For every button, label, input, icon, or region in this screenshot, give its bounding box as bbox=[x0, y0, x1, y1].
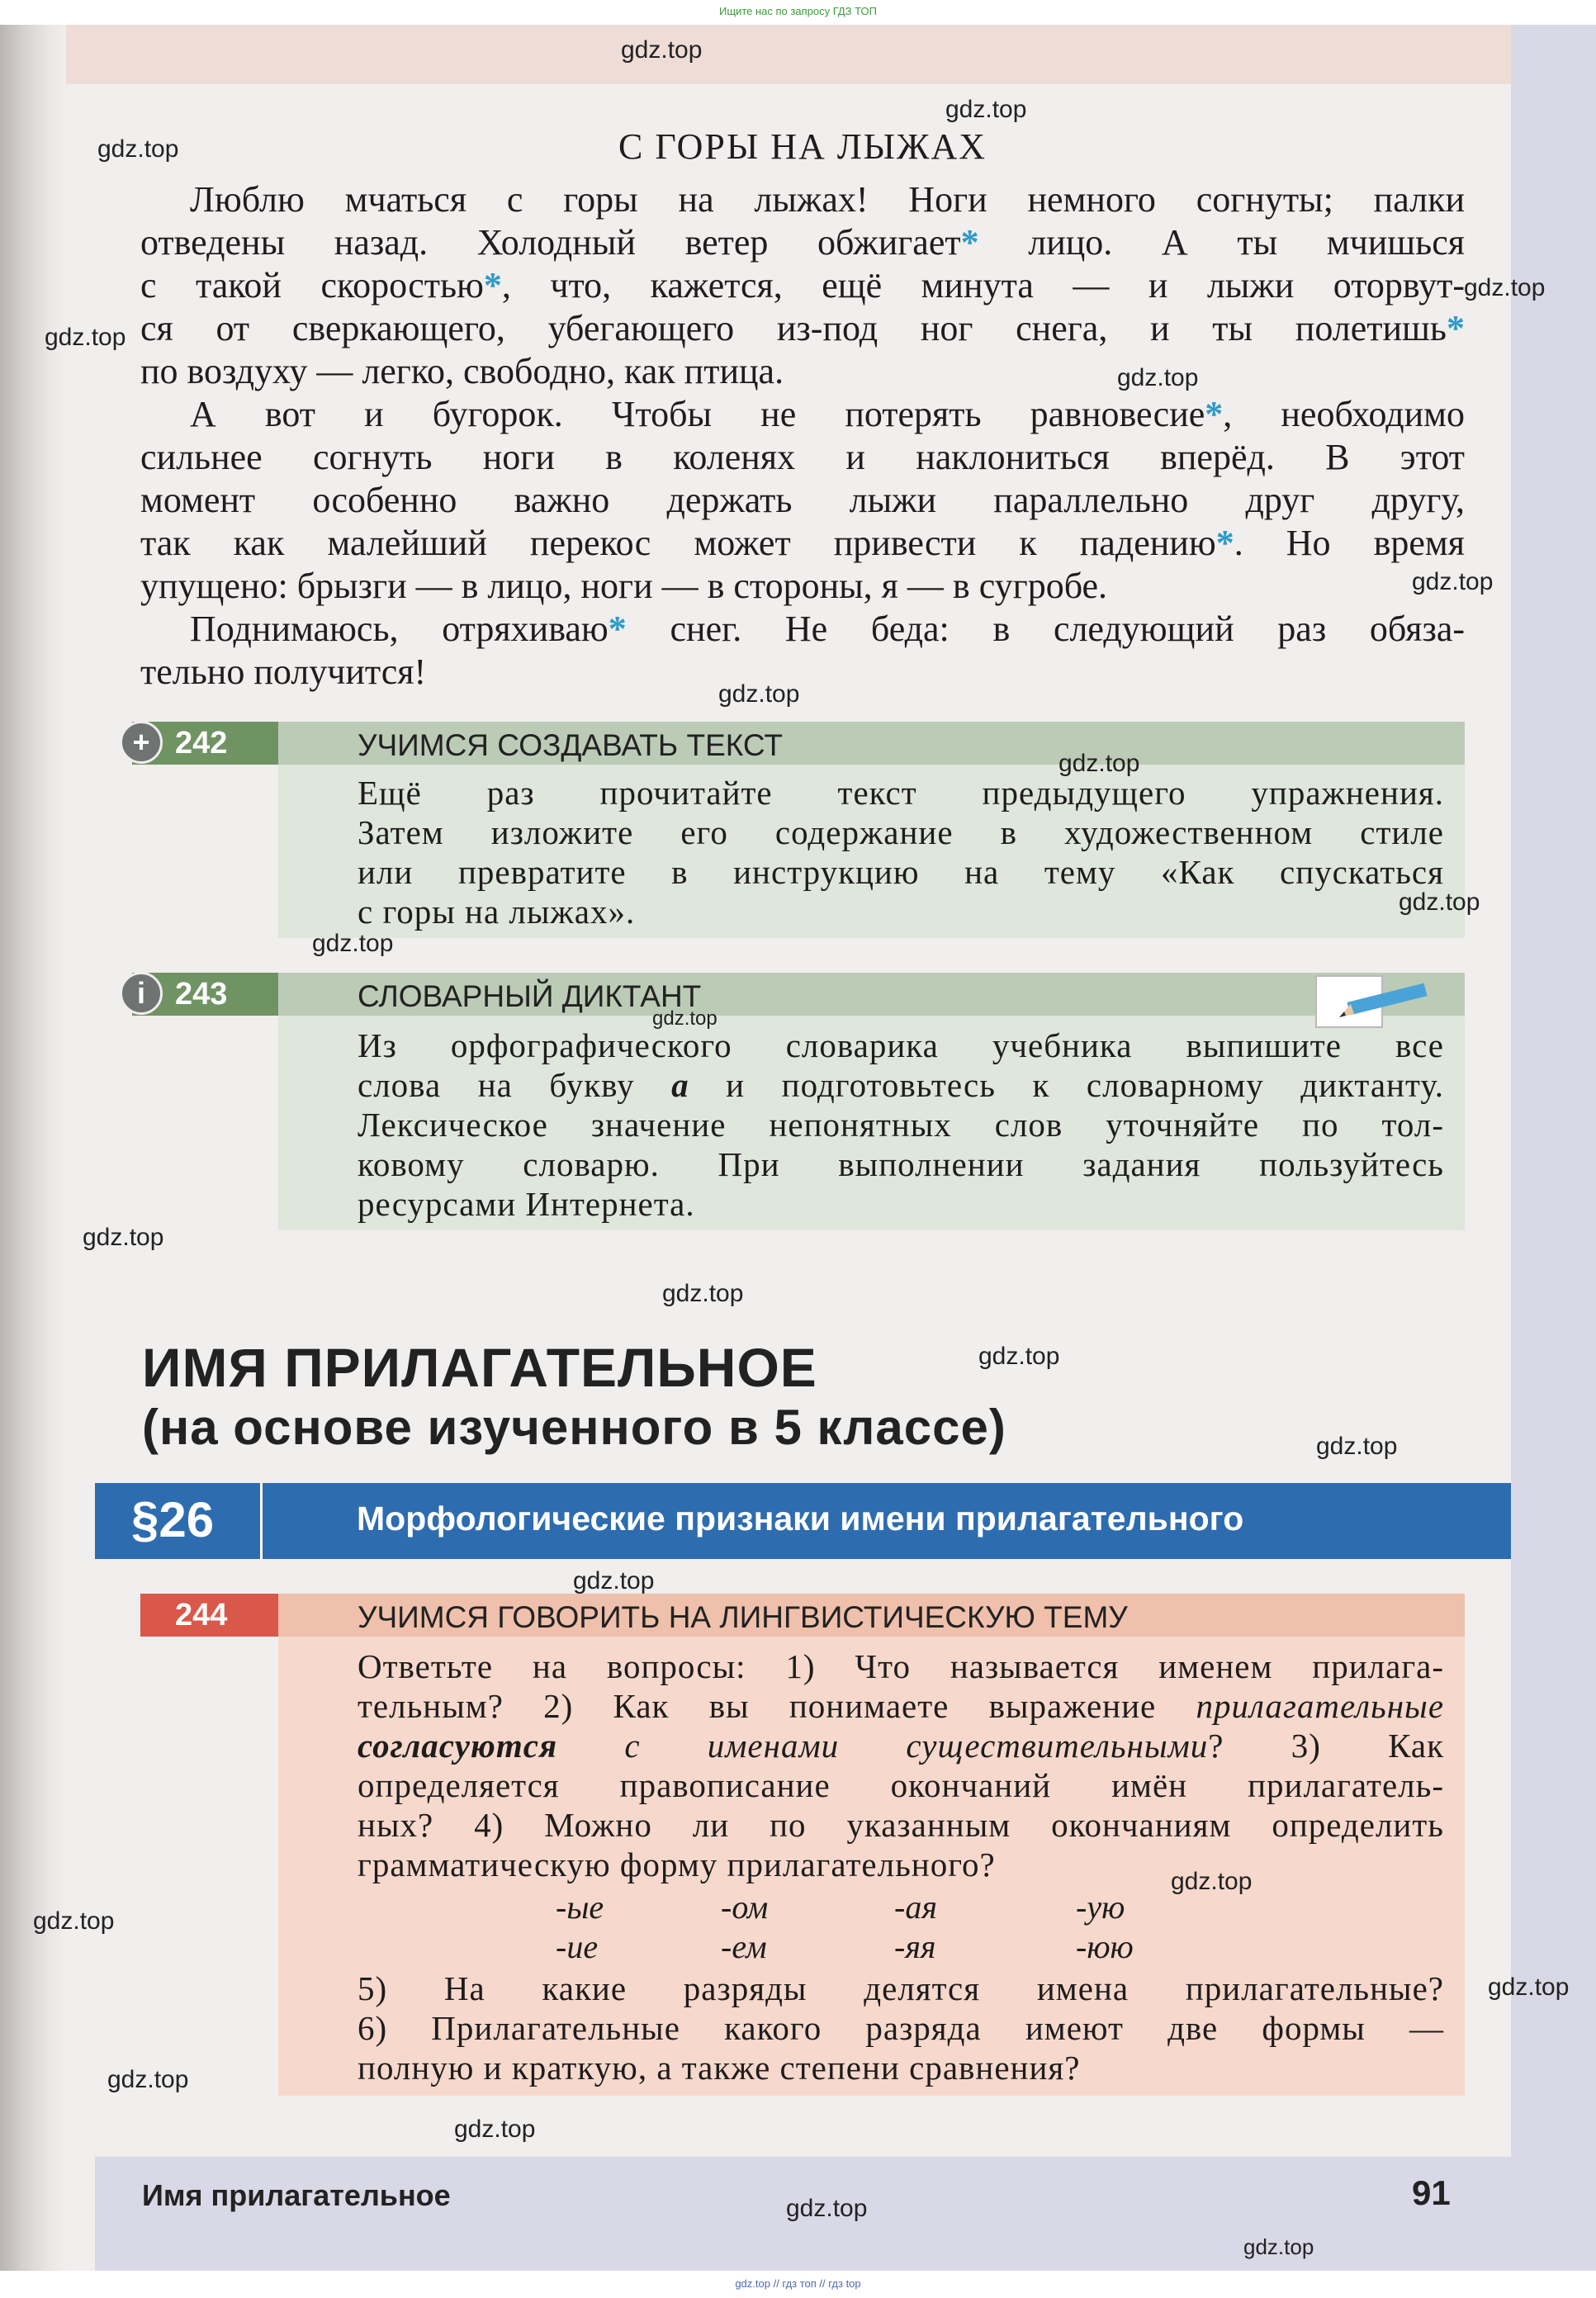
watermark: gdz.top bbox=[652, 1007, 717, 1030]
footer-label: Имя прилагательное bbox=[142, 2178, 451, 2212]
story-line: Поднимаюсь, отряхиваю* снег. Не беда: в следующий раз обяза- bbox=[190, 609, 1466, 649]
ending: -яя bbox=[894, 1928, 936, 1965]
exercise-243-header bbox=[278, 973, 1465, 1016]
watermark: gdz.top bbox=[945, 96, 1027, 123]
exercise-line: Ответьте на вопросы: 1) Что называется именем прилага- bbox=[358, 1647, 1444, 1685]
ending: -ая bbox=[894, 1888, 937, 1926]
exercise-number-badge: 244 bbox=[140, 1594, 278, 1637]
watermark: gdz.top bbox=[573, 1567, 655, 1594]
exercise-line: полную и краткую, а также степени сравнения? bbox=[358, 2049, 1081, 2087]
exercise-line: ресурсами Интернета. bbox=[358, 1185, 695, 1223]
section-number: §26 bbox=[131, 1492, 215, 1547]
exercise-heading: СЛОВАРНЫЙ ДИКТАНТ bbox=[358, 979, 702, 1013]
info-icon: i bbox=[120, 972, 163, 1015]
watermark: gdz.top bbox=[662, 1280, 744, 1307]
story-line: упущено: брызги — в лицо, ноги — в стороны, я — в сугробе. bbox=[140, 566, 1108, 606]
section-header bbox=[95, 1483, 1511, 1559]
right-color-band bbox=[1511, 25, 1596, 2271]
exercise-244-header bbox=[278, 1594, 1465, 1637]
letter-highlight: а bbox=[671, 1066, 689, 1104]
story-line: отведены назад. Холодный ветер обжигает* лицо. А ты мчишься bbox=[140, 222, 1465, 263]
watermark: gdz.top bbox=[1117, 364, 1199, 391]
story-title: С ГОРЫ НА ЛЫЖАХ bbox=[618, 126, 987, 167]
story-line: Люблю мчаться с горы на лыжах! Ноги немного согнуты; палки bbox=[190, 179, 1465, 220]
glossary-star-icon: * bbox=[960, 222, 979, 263]
watermark: gdz.top bbox=[621, 36, 703, 64]
exercise-line: ных? 4) Можно ли по указанным окончаниям определить bbox=[358, 1806, 1444, 1844]
exercise-242-header bbox=[278, 722, 1465, 765]
exercise-line: Лексическое значение непонятных слов уточняйте по тол- bbox=[358, 1106, 1444, 1144]
glossary-star-icon: * bbox=[1215, 523, 1234, 563]
watermark: gdz.top bbox=[1464, 274, 1546, 301]
exercise-line: или превратите в инструкцию на тему «Как спускаться bbox=[358, 853, 1444, 891]
glossary-star-icon: * bbox=[608, 609, 627, 649]
watermark: gdz.top bbox=[97, 135, 179, 163]
page-number: 91 bbox=[1412, 2173, 1451, 2212]
exercise-number-badge: 243 bbox=[132, 973, 278, 1016]
watermark: gdz.top bbox=[454, 2116, 536, 2143]
exercise-line: Ещё раз прочитайте текст предыдущего упражнения. bbox=[358, 774, 1444, 812]
ending: -ие bbox=[556, 1928, 599, 1965]
exercise-line: определяется правописание окончаний имён прилагатель- bbox=[358, 1766, 1444, 1804]
story-line: с такой скоростью*, что, кажется, ещё минута — и лыжи оторвут- bbox=[140, 265, 1465, 306]
ending: -ую bbox=[1076, 1888, 1125, 1926]
exercise-line: Из орфографического словарика учебника выпишите все bbox=[358, 1026, 1444, 1064]
section-title: Морфологические признаки имени прилагательного bbox=[357, 1500, 1244, 1538]
exercise-line: 5) На какие разряды делятся имена прилагательные? bbox=[358, 1969, 1444, 2007]
watermark: gdz.top bbox=[1412, 568, 1494, 595]
story-line: так как малейший перекос может привести к падению*. Но время bbox=[140, 523, 1465, 563]
exercise-line: слова на букву а и подготовьтесь к словарному диктанту. bbox=[358, 1066, 1445, 1104]
top-note: Ищите нас по запросу ГДЗ ТОП bbox=[719, 5, 877, 17]
exercise-line: Затем изложите его содержание в художественном стиле bbox=[358, 813, 1444, 851]
exercise-line: тельным? 2) Как вы понимаете выражение прилагательные bbox=[358, 1687, 1445, 1725]
exercise-heading: УЧИМСЯ СОЗДАВАТЬ ТЕКСТ bbox=[358, 728, 783, 762]
chapter-title: ИМЯ ПРИЛАГАТЕЛЬНОЕ bbox=[142, 1337, 817, 1398]
watermark: gdz.top bbox=[1399, 888, 1480, 916]
top-color-band bbox=[66, 25, 1511, 84]
story-line: по воздуху — легко, свободно, как птица. bbox=[140, 351, 784, 391]
watermark: gdz.top bbox=[1488, 1973, 1570, 2001]
exercise-number-badge: 242 bbox=[132, 722, 278, 765]
watermark: gdz.top bbox=[107, 2066, 189, 2093]
ending: -ом bbox=[721, 1888, 769, 1926]
glossary-star-icon: * bbox=[1447, 308, 1465, 348]
section-divider bbox=[260, 1483, 263, 1559]
watermark: gdz.top bbox=[33, 1907, 115, 1935]
story-line: ся от сверкающего, убегающего из-под ног снега, и ты полетишь* bbox=[140, 308, 1465, 348]
watermark: gdz.top bbox=[1171, 1868, 1253, 1895]
glossary-star-icon: * bbox=[483, 265, 502, 306]
exercise-line: ковому словарю. При выполнении задания пользуйтесь bbox=[358, 1145, 1444, 1183]
ending: -ем bbox=[721, 1928, 767, 1965]
watermark: gdz.top bbox=[1058, 750, 1140, 777]
watermark: gdz.top bbox=[1316, 1433, 1398, 1460]
chapter-subtitle: (на основе изученного в 5 классе) bbox=[142, 1400, 1006, 1455]
exercise-line: грамматическую форму прилагательного? bbox=[358, 1846, 996, 1883]
watermark: gdz.top bbox=[786, 2195, 868, 2222]
glossary-star-icon: * bbox=[1205, 394, 1224, 434]
watermark: gdz.top bbox=[83, 1224, 164, 1251]
watermark: gdz.top bbox=[1243, 2234, 1314, 2259]
plus-icon: + bbox=[120, 721, 163, 764]
story-line: момент особенно важно держать лыжи параллельно друг другу, bbox=[140, 480, 1465, 520]
exercise-line: с горы на лыжах». bbox=[358, 893, 636, 931]
watermark: gdz.top bbox=[718, 680, 800, 708]
story-line: А вот и бугорок. Чтобы не потерять равновесие*, необходимо bbox=[190, 394, 1465, 434]
exercise-heading: УЧИМСЯ ГОВОРИТЬ НА ЛИНГВИСТИЧЕСКУЮ ТЕМУ bbox=[358, 1600, 1128, 1634]
watermark: gdz.top bbox=[45, 324, 126, 351]
pencil-notepad-icon bbox=[1313, 974, 1437, 1032]
story-line: тельно получится! bbox=[140, 651, 427, 692]
ending: -юю bbox=[1076, 1928, 1134, 1965]
exercise-line: 6) Прилагательные какого разряда имеют две формы — bbox=[358, 2009, 1444, 2047]
story-line: сильнее согнуть ноги в коленях и наклониться вперёд. В этот bbox=[140, 437, 1465, 477]
watermark: gdz.top bbox=[312, 930, 394, 957]
exercise-line: согласуются с именами существительными? 3) Как bbox=[358, 1727, 1445, 1765]
ending: -ые bbox=[556, 1888, 604, 1926]
bottom-note: gdz.top // гдз топ // гдз top bbox=[735, 2277, 861, 2290]
watermark: gdz.top bbox=[978, 1343, 1060, 1370]
